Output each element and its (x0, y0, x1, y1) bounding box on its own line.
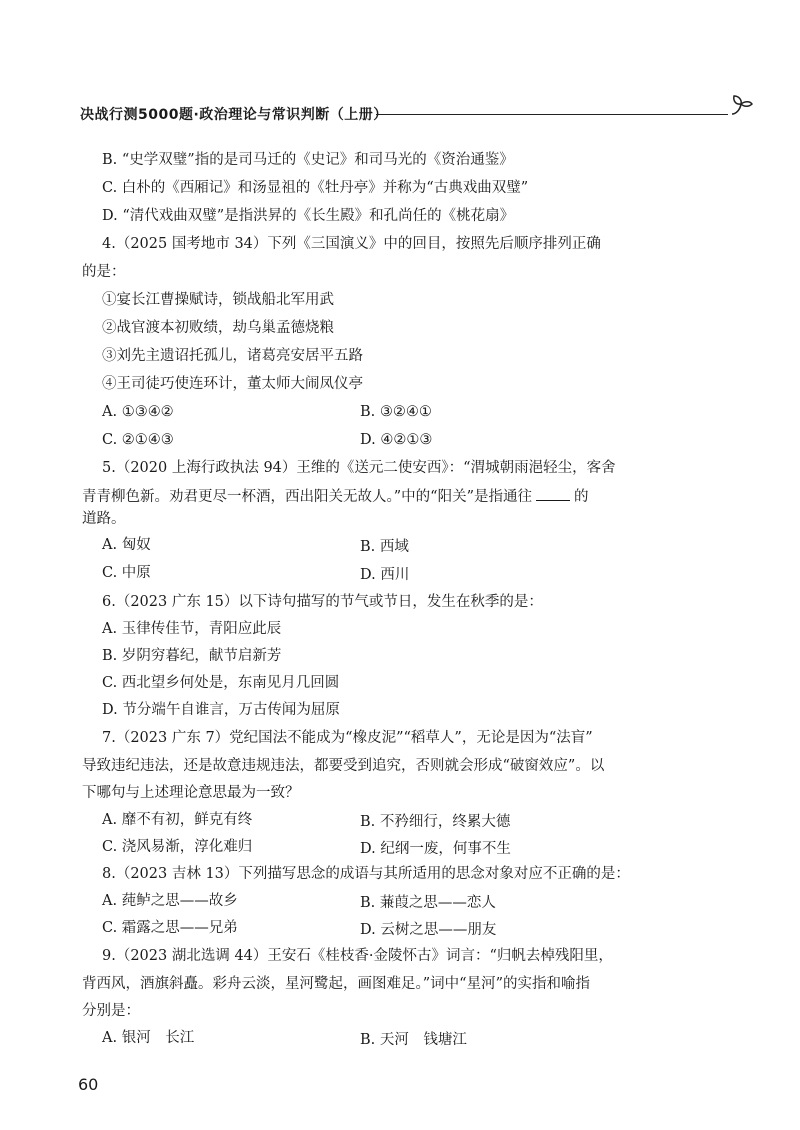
question-7-stem-end: 下哪句与上述理论意思最为一致？ (82, 785, 300, 801)
question-7-stem-cont: 导致违纪违法，还是故意违规违法，都要受到追究，否则就会形成“破窗效应”。以 (82, 758, 605, 774)
q7-option-c: C. 浇风易渐，淳化难归 (102, 839, 253, 855)
q4-item-4: ④王司徒巧使连环计，董太师大闹凤仪亭 (102, 376, 363, 392)
question-9-stem: 9.（2023 湖北选调 44）王安石《桂枝香·金陵怀古》词言：“归帆去棹残阳里， (102, 948, 613, 964)
q6-option-d: D. 节分端午自谁言，万古传闻为屈原 (102, 702, 340, 718)
q8-option-d: D. 云树之思——朋友 (360, 922, 497, 938)
q4-item-3: ③刘先主遗诏托孤儿，诸葛亮安居平五路 (102, 348, 363, 364)
option-c-drama: C. 白朴的《西厢记》和汤显祖的《牡丹亭》并称为“古典戏曲双璧” (102, 180, 529, 196)
question-7-stem: 7.（2023 广东 7）党纪国法不能成为“橡皮泥”“稻草人”，无论是因为“法盲” (102, 730, 593, 746)
q4-option-c: C. ②①④③ (102, 432, 174, 448)
question-5-stem-end: 道路。 (82, 511, 126, 527)
q9-option-b: B. 天河 钱塘江 (360, 1032, 467, 1048)
sprout-icon (728, 92, 756, 122)
q7-option-b: B. 不矜细行，终累大德 (360, 814, 511, 830)
option-b-history: B. “史学双璧”指的是司马迁的《史记》和司马光的《资治通鉴》 (102, 152, 514, 168)
q4-item-2: ②战官渡本初败绩，劫乌巢孟德烧粮 (102, 320, 334, 336)
header-rule (376, 114, 728, 115)
q5-option-c: C. 中原 (102, 565, 151, 581)
question-5-stem-cont: 青青柳色新。劝君更尽一杯酒，西出阳关无故人。”中的“阳关”是指通往 的 (82, 486, 589, 507)
question-5-stem: 5.（2020 上海行政执法 94）王维的《送元二使安西》：“渭城朝雨浥轻尘，客舍 (102, 460, 616, 476)
book-title: 决战行测5000题·政治理论与常识判断（上册） (80, 107, 388, 123)
q4-item-1: ①宴长江曹操赋诗，锁战船北军用武 (102, 292, 334, 308)
q8-option-a: A. 莼鲈之思——故乡 (102, 893, 238, 909)
q8-option-b: B. 蒹葭之思——恋人 (360, 895, 496, 911)
q6-option-b: B. 岁阴穷暮纪，献节启新芳 (102, 648, 282, 664)
q5-option-d: D. 西川 (360, 567, 410, 583)
q6-option-a: A. 玉律传佳节，青阳应此辰 (102, 621, 282, 637)
option-d-qing-drama: D. “清代戏曲双璧”是指洪昇的《长生殿》和孔尚任的《桃花扇》 (102, 208, 515, 224)
question-4-stem-cont: 的是： (82, 264, 126, 280)
question-9-stem-end: 分别是： (82, 1003, 140, 1019)
q9-option-a: A. 银河 长江 (102, 1030, 195, 1046)
q4-option-a: A. ①③④② (102, 404, 174, 420)
question-6-stem: 6.（2023 广东 15）以下诗句描写的节气或节日，发生在秋季的是： (102, 594, 543, 610)
q7-option-d: D. 纪纲一废，何事不生 (360, 841, 511, 857)
q5-option-b: B. 西域 (360, 539, 409, 555)
question-9-stem-cont: 背西风，酒旗斜矗。彩舟云淡，星河鹭起，画图难足。”词中“星河”的实指和喻指 (82, 976, 590, 992)
q6-option-c: C. 西北望乡何处是，东南见月几回圆 (102, 675, 340, 691)
page-number: 60 (78, 1075, 99, 1094)
running-header (80, 100, 680, 124)
q8-option-c: C. 霜露之思——兄弟 (102, 920, 238, 936)
question-4-stem: 4.（2025 国考地市 34）下列《三国演义》中的回目，按照先后顺序排列正确 (102, 236, 601, 252)
question-8-stem: 8.（2023 吉林 13）下列描写思念的成语与其所适用的思念对象对应不正确的是： (102, 866, 630, 882)
q7-option-a: A. 靡不有初，鲜克有终 (102, 812, 253, 828)
q4-option-d: D. ④②①③ (360, 432, 433, 448)
q4-option-b: B. ③②④① (360, 404, 432, 420)
q5-option-a: A. 匈奴 (102, 537, 151, 553)
answer-blank (536, 486, 570, 501)
